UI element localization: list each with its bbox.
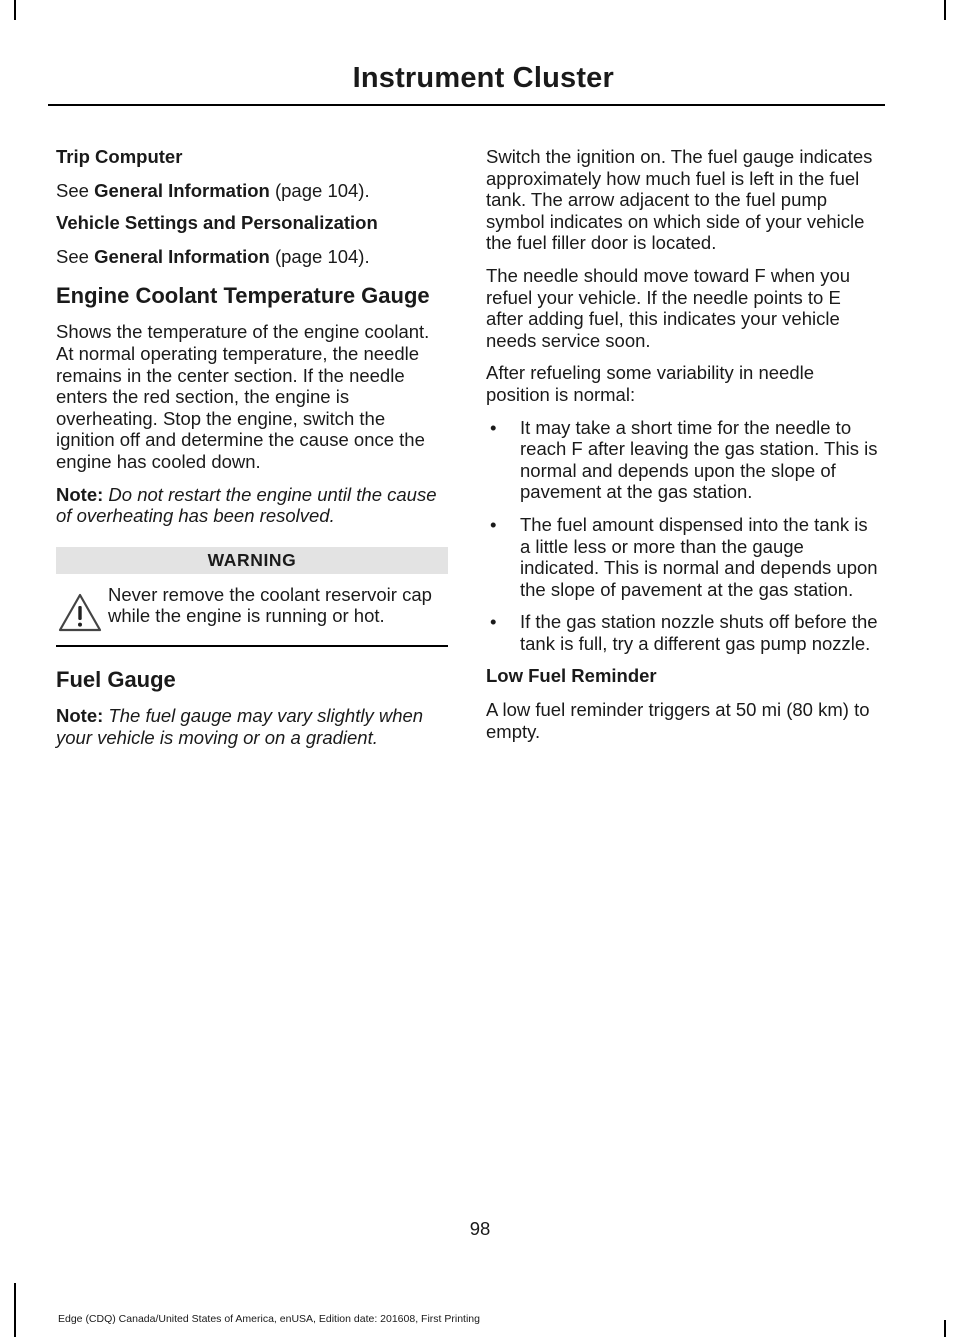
fuel-gauge-paragraph-1: Switch the ignition on. The fuel gauge indicates approximately how much fuel is left in the fuel tank. The arrow adjacent to the fuel pump symbol indicates on which side of your vehicle the fuel filler door is located. (486, 146, 873, 254)
edition-footer: Edge (CDQ) Canada/United States of America, enUSA, Edition date: 201608, First Printing (58, 1313, 480, 1325)
left-column (56, 146, 448, 759)
warning-triangle-icon (56, 590, 104, 636)
page-reference: (page 104). (269, 245, 370, 267)
page-title: Instrument Cluster (352, 62, 614, 94)
right-column (486, 146, 878, 753)
coolant-gauge-body: Shows the temperature of the engine coolant. At normal operating temperature, the needle remains in the center section. If the needle enters the red section, the engine is overheating. Stop the engine, switch the ignition off and determine the cause once the engine has cooled down. (56, 321, 430, 472)
warning-text: Never remove the coolant reservoir cap while the engine is running or hot. (108, 583, 432, 627)
note-label: Note: (56, 704, 104, 726)
page-reference: (page 104). (269, 179, 370, 201)
note-text: The fuel gauge may vary slightly when your vehicle is moving or on a gradient. (56, 704, 424, 748)
general-information-link[interactable]: General Information (94, 179, 270, 201)
low-fuel-reminder-body: A low fuel reminder triggers at 50 mi (80 km) to empty. (486, 699, 870, 742)
note-label: Note: (56, 483, 104, 505)
crop-mark-top-left (14, 0, 16, 20)
general-information-link[interactable]: General Information (94, 245, 270, 267)
fuel-gauge-heading: Fuel Gauge (56, 666, 176, 692)
see-label: See (56, 245, 89, 267)
page-number: 98 (469, 1218, 491, 1239)
fuel-gauge-paragraph-2: The needle should move toward F when you refuel your vehicle. If the needle points to E after adding fuel, this indicates your vehicle needs service soon. (486, 264, 851, 351)
trip-computer-reference (56, 180, 448, 202)
list-item: • It may take a short time for the needle to reach F after leaving the gas station. This is normal and depends upon the slope of pavement at the gas station. (486, 417, 878, 503)
fuel-gauge-note (56, 705, 448, 748)
crop-mark-bottom-right (944, 1320, 946, 1337)
crop-mark-top-right (944, 0, 946, 20)
warning-divider (56, 645, 448, 647)
see-label: See (56, 179, 89, 201)
refuel-variability-list (486, 417, 878, 655)
warning-box (56, 584, 448, 639)
coolant-gauge-heading: Engine Coolant Temperature Gauge (56, 283, 430, 309)
header-divider (48, 104, 885, 106)
list-item: • If the gas station nozzle shuts off before the tank is full, try a different gas pump nozzle. (486, 611, 878, 654)
trip-computer-heading: Trip Computer (56, 146, 183, 167)
coolant-note (56, 484, 448, 527)
warning-banner: WARNING (56, 547, 448, 574)
note-text: Do not restart the engine until the cause of overheating has been resolved. (56, 483, 437, 527)
vehicle-settings-heading: Vehicle Settings and Personalization (56, 212, 378, 234)
list-item: • The fuel amount dispensed into the tank is a little less or more than the gauge indicated. This is normal and depends upon the slope of pavement at the gas station. (486, 514, 878, 600)
crop-mark-bottom-left (14, 1283, 16, 1337)
vehicle-settings-reference (56, 246, 448, 268)
low-fuel-reminder-heading: Low Fuel Reminder (486, 665, 657, 687)
fuel-gauge-paragraph-3: After refueling some variability in needle position is normal: (486, 362, 815, 405)
